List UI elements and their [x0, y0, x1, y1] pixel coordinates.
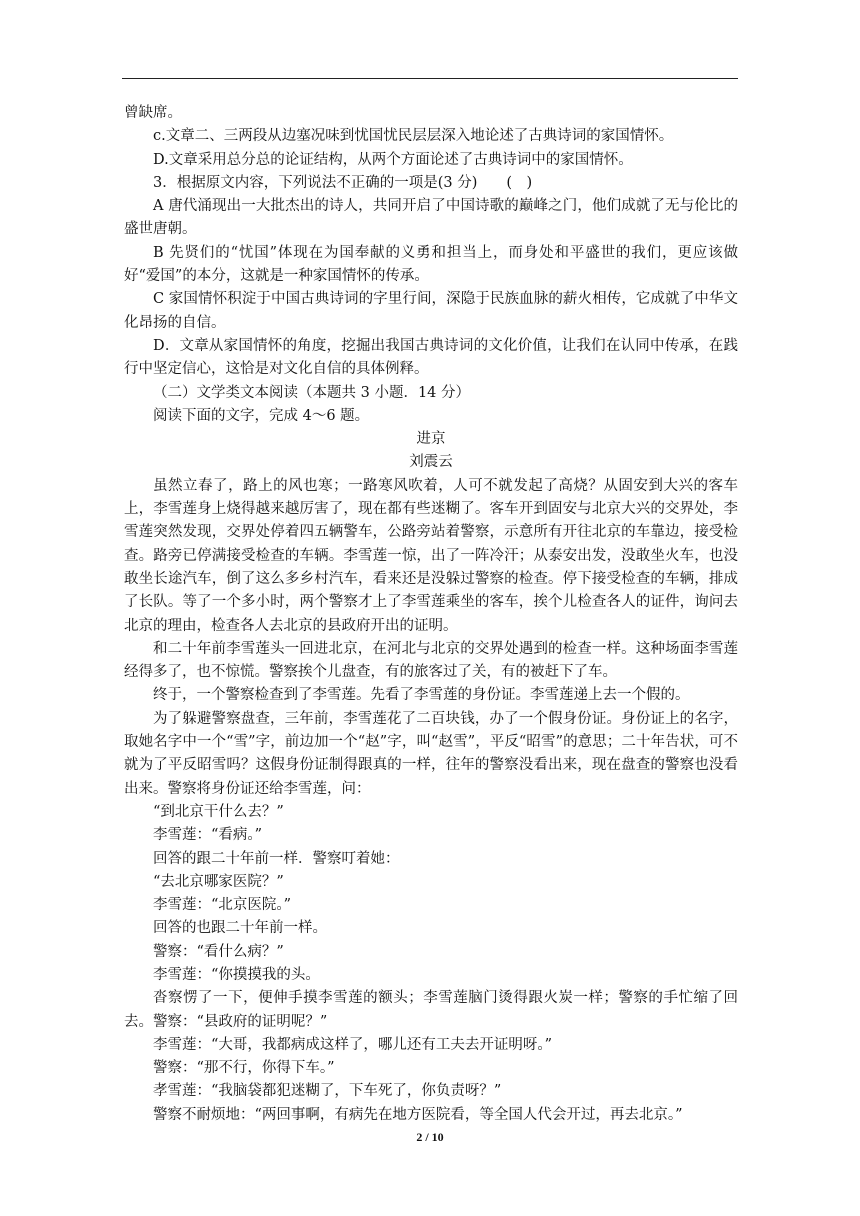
paragraph: 回答的也跟二十年前一样。 [153, 920, 327, 937]
paragraph: c.文章二、三两段从边塞况味到忧国忧民层层深入地论述了古典诗词的家国情怀。 [153, 128, 674, 145]
paragraph: 警察：“那不行，你得下车。” [153, 1060, 335, 1077]
header-rule [122, 78, 738, 79]
paragraph: A 唐代涌现出一大批杰出的诗人，共同开启了中国诗歌的巅峰之门，他们成就了无与伦比的盛世唐朝。 [124, 198, 738, 238]
paragraph: 李雪莲：“你摸摸我的头。 [153, 966, 320, 983]
paragraph: 李雪莲：“北京医院。” [153, 897, 292, 914]
paragraph: B 先贤们的“忧国”体现在为国奉献的义勇和担当上，而身处和平盛世的我们，更应该做好“爱国”的本分，这就是一种家国情怀的传承。 [124, 244, 738, 285]
paragraph: （二）文学类文本阅读（本题共 3 小题．14 分） [153, 384, 471, 401]
paragraph: C 家国情怀积淀于中国古典诗词的字里行间，深隐于民族血脉的薪火相传，它成就了中华文化昂扬的自信。 [124, 291, 738, 331]
paragraph: 阅读下面的文字，完成 4～6 题。 [153, 407, 370, 424]
story-author: 刘震云 [409, 454, 453, 471]
paragraph: 回答的跟二十年前一样．警察叮着她： [153, 850, 400, 867]
paragraph: 李雪莲：“大哥，我都病成这样了，哪儿还有工夫去开证明呀。” [153, 1036, 553, 1053]
paragraph: 警察不耐烦地：“两回事啊，有病先在地方医院看，等全国人代会开过，再去北京。” [153, 1106, 683, 1123]
page-number: 2 / 10 [416, 1130, 444, 1144]
story-section [124, 475, 738, 1127]
paragraph: 终于，一个警察检查到了李雪莲。先看了李雪莲的身份证。李雪莲递上去一个假的。 [153, 687, 690, 704]
paragraph: 曾缺席。 [124, 105, 182, 121]
paragraph: D．文章从家国情怀的角度，挖掘出我国古典诗词的文化价值，让我们在认同中传承，在践行中坚定信心，这恰是对文化自信的具体例释。 [124, 337, 738, 378]
story-title: 进京 [416, 431, 446, 448]
paragraph: 沓察愣了一下，便伸手摸李雪莲的额头；李雪莲脑门烫得跟火炭一样；警察的手忙缩了回去。警察：“县政府的证明呢？” [124, 990, 738, 1030]
paragraph: 李雪莲：“看病。” [153, 827, 263, 844]
paragraph: 3．根据原文内容，下列说法不正确的一项是(3 分) ( ) [153, 174, 533, 191]
paragraph: 和二十年前李雪莲头一回进北京，在河北与北京的交界处遇到的检查一样。这种场面李雪莲经得多了，也不惊慌。警察挨个儿盘查，有的旅客过了关，有的被赶下了车。 [124, 640, 738, 681]
document-body [124, 102, 738, 1127]
question-section [124, 102, 738, 428]
paragraph: D.文章采用总分总的论证结构，从两个方面论述了古典诗词中的家国情怀。 [153, 151, 633, 168]
paragraph: 为了躲避警察盘查，三年前，李雪莲花了二百块钱，办了一个假身份证。身份证上的名字，取她名字中一个“雪”字，前边加一个“赵”字，叫“赵雪”，平反“昭雪”的意思；二十年告状，可不就为了平反昭雪吗？这假身份证制得跟真的一样，往年的警察没看出来，现在盘查的警察也没看出来。警察将身份证还给李雪莲，问： [124, 710, 738, 797]
paragraph: 孝雪莲：“我脑袋都犯迷糊了，下车死了，你负责呀？” [153, 1083, 502, 1100]
paragraph: 警察：“看什么病？” [153, 943, 284, 960]
paragraph: “去北京哪家医院？” [153, 873, 284, 890]
paragraph: 虽然立春了，路上的风也寒；一路寒风吹着，人可不就发起了高烧？从固安到大兴的客车上，李雪莲身上烧得越来越厉害了，现在都有些迷糊了。客车开到固安与北京大兴的交界处，李雪莲突然发现，交界处停着四五辆警车，公路旁站着警察，示意所有开往北京的车靠边，接受检查。路旁已停满接受检查的车辆。李雪莲一惊，出了一阵冷汗；从泰安出发，没敢坐火车，也没敢坐长途汽车，倒了这么多乡村汽车，看来还是没躲过警察的检查。停下接受检查的车辆，排成了长队。等了一个多小时，两个警察才上了李雪莲乘坐的客车，挨个儿检查各人的证件，询问去北京的理由，检查各人去北京的县政府开出的证明。 [124, 477, 738, 634]
paragraph: “到北京干什么去？” [153, 803, 284, 820]
